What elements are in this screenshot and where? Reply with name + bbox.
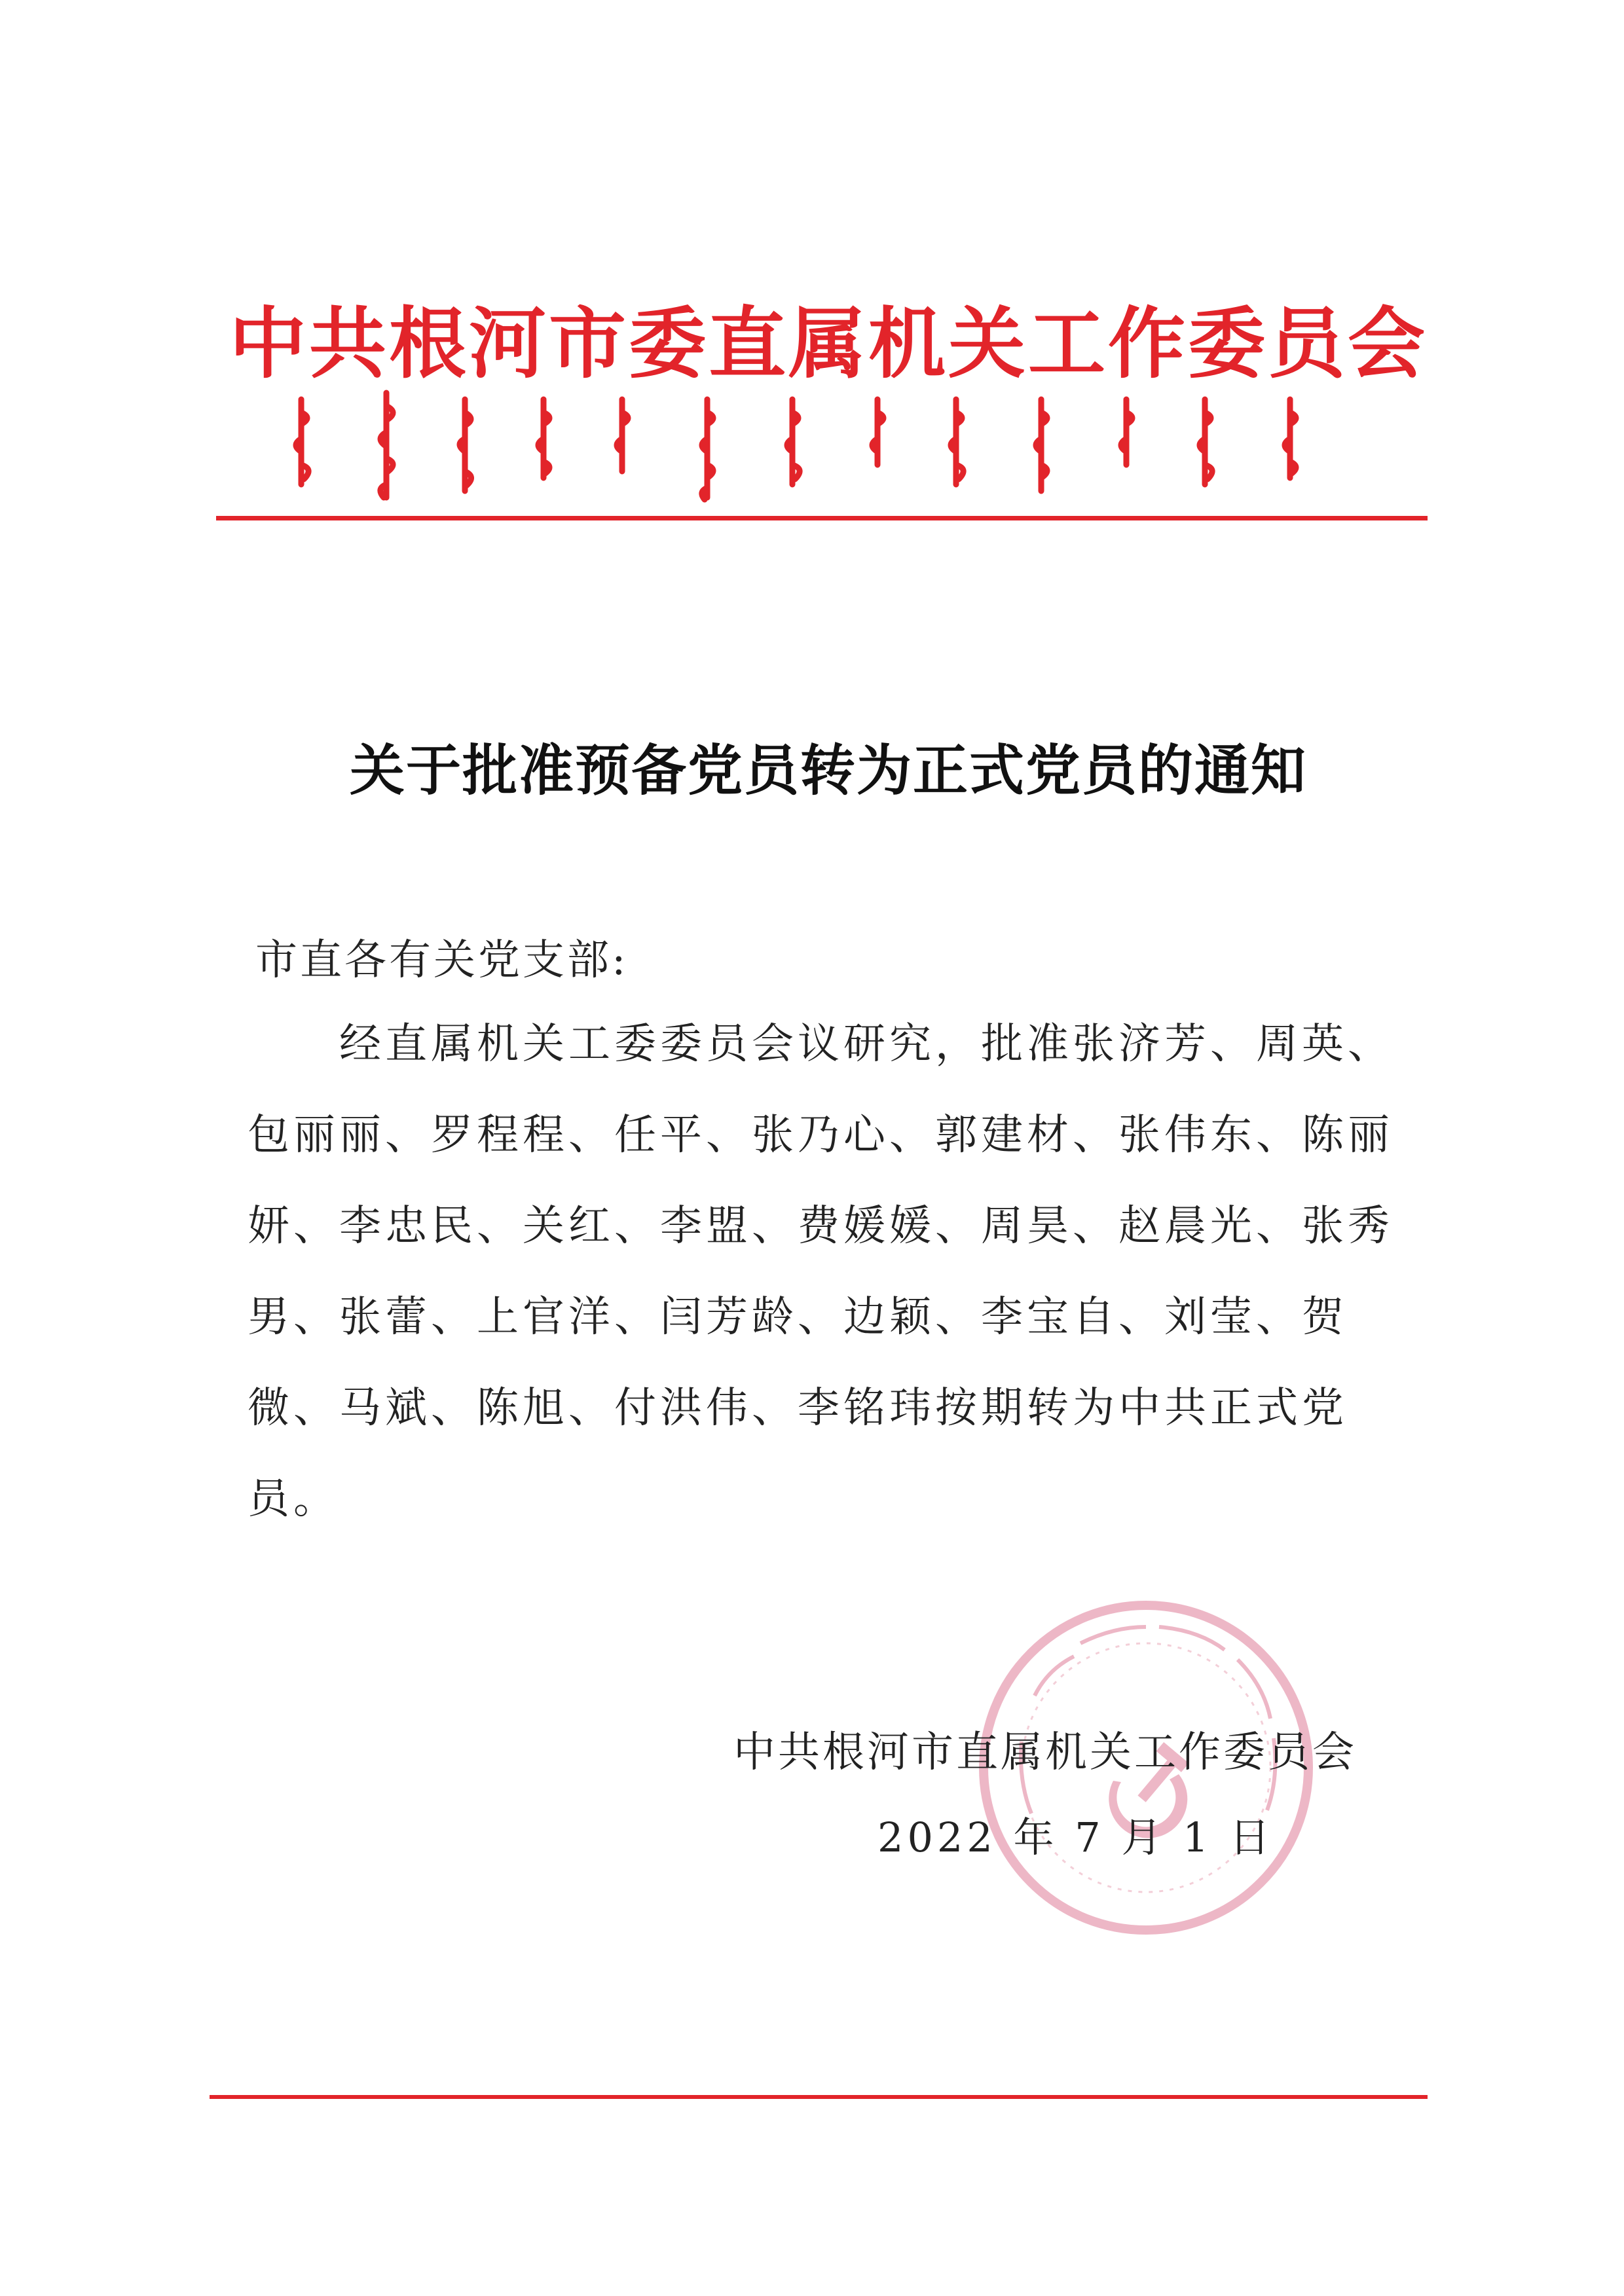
footer-divider [210,2095,1428,2099]
letterhead-title: 中共根河市委直属机关工作委员会 [229,298,1428,389]
document-body [248,1008,1393,1554]
letterhead-mongolian-script [288,386,1362,504]
salutation: 市直各有关党支部: [255,936,629,985]
body-line: 妍、李忠民、关红、李盟、费媛媛、周昊、赵晨光、张秀 [248,1202,1393,1250]
body-line: 经直属机关工委委员会议研究，批准张济芳、周英、 [339,1020,1393,1068]
issue-date: 2022 年 7 月 1 日 [877,1813,1274,1861]
header-divider [216,516,1428,520]
body-line: 包丽丽、罗程程、任平、张乃心、郭建材、张伟东、陈丽 [248,1111,1393,1159]
document-title: 关于批准预备党员转为正式党员的通知 [349,738,1307,803]
body-line: 男、张蕾、上官洋、闫芳龄、边颖、李宝自、刘莹、贺 [248,1293,1348,1341]
body-line: 微、马斌、陈旭、付洪伟、李铭玮按期转为中共正式党 [248,1384,1348,1432]
signature-organization: 中共根河市直属机关工作委员会 [733,1728,1357,1777]
body-line: 员。 [248,1475,339,1523]
